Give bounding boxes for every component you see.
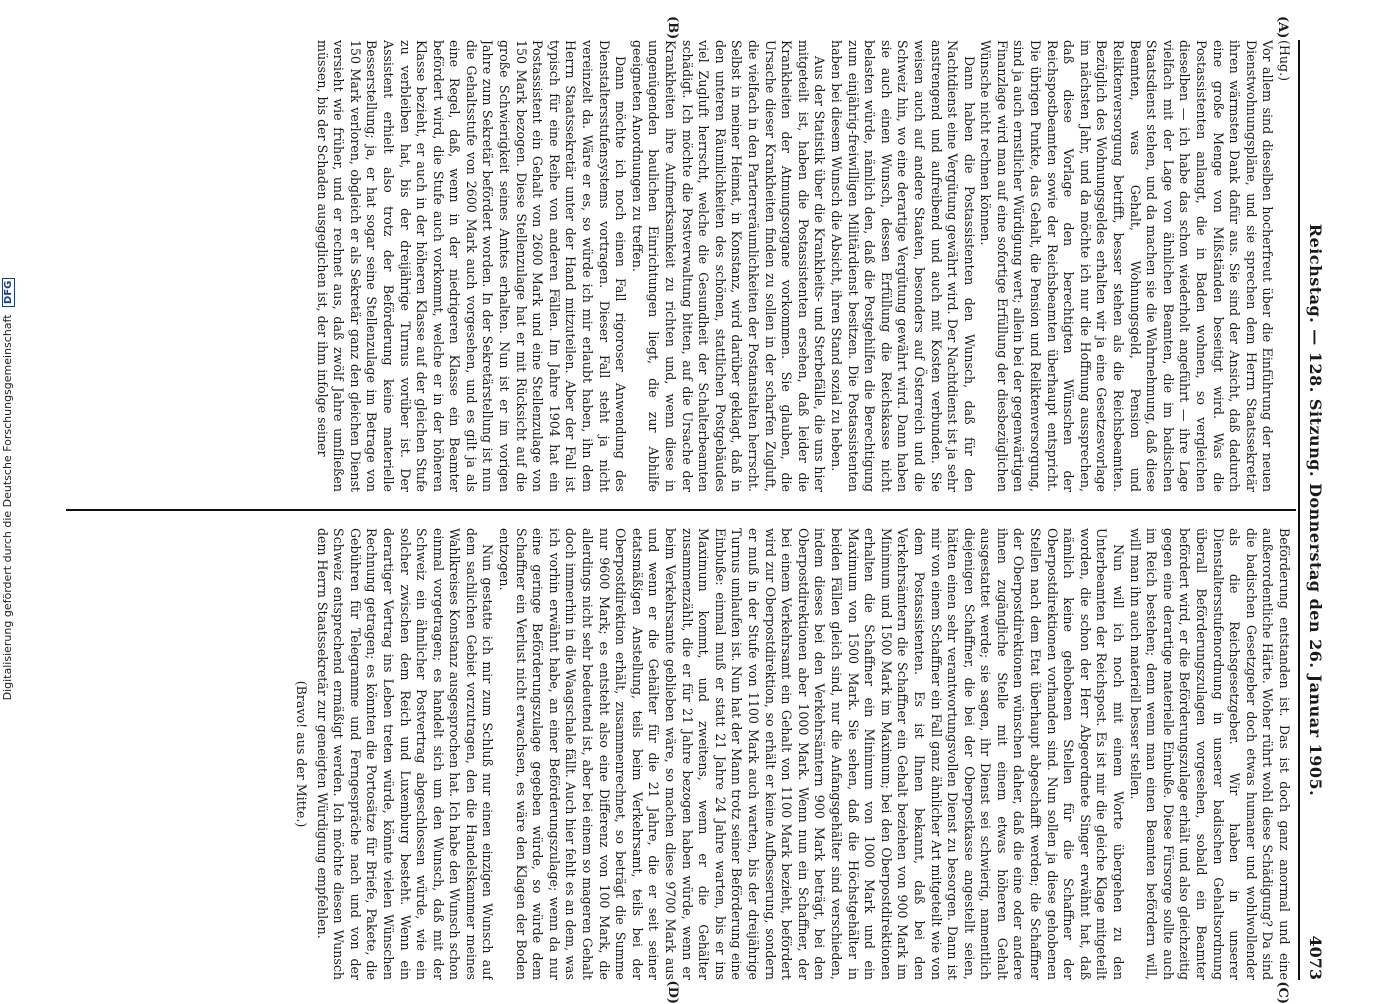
speaker-label: (Hug.) [1277, 40, 1292, 81]
dfg-logo: DFG [2, 278, 15, 307]
side-band [0, 0, 20, 1000]
paragraph: Beförderung entstanden ist. Das ist doch ganz anormal und eine außerordentliche Härte. Woher rührt wohl diese Schädigung? Da sind die badischen Gesetzgeber doch etwas humaner und wohlwollender als die Reichsgesetzgeber. Wir haben in unserer Dienstaltersstufenordnung in unserer badischen Gehaltsordnung überall Beförderungszulagen vorgesehen, sobald ein Beamter befördert wird, er die Beförderungszulage erhält und also gleichzeitig gegen eine derartige materielle Einbuße. Diese Fürsorge sollte auch im Reich bestehen; denn wenn man einen Beamten befördern will, will man ihn auch materiell besser stellen. [1127, 528, 1292, 980]
margin-mark-b: (B) [665, 16, 680, 40]
right-column [67, 528, 1292, 980]
page-header [1298, 40, 1330, 980]
margin-mark-a: (A) [1275, 16, 1290, 39]
page-number: 4073 [1306, 935, 1325, 980]
paragraph: Nun gestatte ich mir zum Schluß nur einen einzigen Wunsch auf dem sachlichen Gebiet vorzutragen, den die Handelskammer meines Wahlkreises Konstanz ausgesprochen hat. Ich habe den Wunsch schon einmal vorgetragen; es handelt sich um den Wunsch, daß mit der Schweiz ein ähnlicher Postvertrag abgeschlossen würde, wie ein solcher zwischen dem Reich und Luxemburg besteht. Wenn ein derartiger Vertrag ins Leben treten würde, könnte vielen Wünschen Rechnung getragen; es könnten die Portosätze für Briefe, Pakete, die Gebühren für Telegramme und Ferngespräche nach und von der Schweiz entsprechend ermäßigt werden. Ich möchte diesen Wunsch dem Herrn Staatssekretär zur geneigten Würdigung empfehlen. [314, 528, 496, 980]
paragraph: Aus der Statistik über die Krankheits- und Sterbefälle, die uns hier mitgeteilt ist, haben die Postassistenten ersehen, daß leider die Krankheiten der Atmungsorgane vorkommen. Sie glauben, die Ursache dieser Krankheiten finden zu sollen in der scharfen Zugluft, die vielfach in den Parterreräumlichkeiten der Postanstalten herrscht. Selbst in meiner Heimat, in Konstanz, wird darüber geklagt, daß in den unteren Räumlichkeiten des schönen, stattlichen Postgebäudes viel Zugluft herrscht, welche die Gesundheit der Schalterbeamten schädigt. Ich möchte die Postverwaltung bitten, auf die Ursache der Krankheiten ihre Aufmerksamkeit zu richten und, wenn diese in ungenügenden baulichen Einrichtungen liegt, die zur Abhilfe geeigneten Anordnungen zu treffen. [629, 40, 828, 492]
running-head: Reichstag. — 128. Sitzung. Donnerstag den 26. Januar 1905. [1306, 223, 1325, 797]
scanned-page-frame [60, 16, 1330, 1004]
paragraph: Dann möchte ich noch einen Fall rigoroser Anwendung des Dienstaltersstufensystems vortragen. Dieser Fall steht ja nicht vereinzelt da. Wäre er es, so würde ich mir erlaubt haben, ihn dem Herrn Staatssekretär unter der Hand mitzuteilen. Aber der Fall ist typisch für eine Reihe von anderen Fällen. Im Jahre 1904 hat ein Postassistent ein Gehalt von 2600 Mark und eine Stellenzulage von 150 Mark bezogen. Diese Stellenzulage hat er mit Rücksicht auf die große Schwierigkeit seines Amtes erhalten. Nun ist er im vorigen Jahre zum Sekretär befördert worden. In der Sekretärstellung ist nun die Gehaltsstufe von 2600 Mark auch vorgesehen, und es gilt ja als eine Regel, daß, wenn in der niedrigeren Klasse ein Beamter befördert wird, die Stufe auch vorkommt, welche er in der höheren Klasse bezieht, er auch in der höheren Klasse auf der gleichen Stufe zu verbleiben hat, bis der dreijährige Turnus vorüber ist. Der Assistent erhielt also trotz der Beförderung keine materielle Besserstellung; ja, er hat sogar seine Stellenzulage im Betrage von 150 Mark verloren, obgleich er als Sekretär ganz den gleichen Dienst versieht wie früher, und er rechnet aus, daß zwölf Jahre umfließen müssen, bis der Schaden ausgeglichen ist, der ihm infolge seiner [314, 40, 629, 492]
digitization-credit [1, 9, 19, 969]
column-divider [66, 509, 1296, 511]
paragraph: Dann haben die Postassistenten den Wunsch, daß für den Nachtdienst eine Vergütung gewährt wird. Der Nachtdienst ist ja sehr anstrengend und aufreibend und auch mit Kosten verbunden. Sie weisen auch auf andere Staaten, besonders auf Österreich und die Schweiz hin, wo eine derartige Vergütung gewährt wird. Dann haben sie auch einen Wunsch, dessen Erfüllung die Reichskasse nicht belasten würde, nämlich den, daß die Postgehilfen die Berechtigung zum einjährig-freiwilligen Militärdienst besitzen. Die Postassistenten haben bei diesem Wunsch die Absicht, ihren Stand sozial zu heben. [828, 40, 977, 492]
credit-text: Digitalisierung gefördert durch die Deutsche Forschungsgemeinschaft [1, 314, 14, 701]
applause-note: (Bravo! aus der Mitte.) [293, 680, 309, 828]
rotated-page [60, 16, 1330, 1004]
paragraph: Vor allem sind dieselben hocherfreut über die Einführung der neuen Dienstwohnungspläne, und sie sprechen dem Herrn Staatssekretär ihren wärmsten Dank dafür aus. Sie sind der Ansicht, daß dadurch eine große Menge von Mißständen beseitigt wird. Was die Postassistenten anlangt, die in Baden wohnen, so vergleichen dieselben — ich habe das schon wiederholt angeführt — ihre Lage vielfach mit der Lage von ähnlichen Beamten, die im badischen Staatsdienst stehen, und da machen sie die Wahrnehmung, daß diese Beamten, was Gehalt, Wohnungsgeld, Pension und Reliktenversorgung betrifft, besser stehen als die Reichsbeamten. Bezüglich des Wohnungsgeldes erhalten wir ja eine Gesetzesvorlage im nächsten Jahr, und da möchte ich nur die Hoffnung aussprechen, daß diese Vorlage den berechtigten Wünschen der Reichspostbeamten sowie der Reichsbeamten überhaupt entspricht. Die übrigen Punkte, das Gehalt, die Pension und Reliktenversorgung, sind ja auch ernstlicher Würdigung wert; allein bei der gegenwärtigen Finanzlage wird man auf eine sofortige Erfüllung der diesbezüglichen Wünsche nicht rechnen können. [978, 40, 1276, 492]
margin-mark-c: (C) [1275, 981, 1290, 1004]
margin-mark-d: (D) [665, 980, 680, 1004]
paragraph: Nun will ich noch mit einem Worte übergehen zu den Unterbeamten der Reichspost. Es ist mir die gleiche Klage mitgeteilt worden, die schon der Herr Abgeordnete Singer erwähnt hat, daß nämlich keine gehobenen Stellen für die Schaffner der Oberpostdirektionen vorhanden sind. Nun sollen ja diese gehobenen Stellen nach dem Etat überhaupt abgeschafft werden; die Schaffner der Oberpostdirektionen wünschen daher, daß die eine oder andere ihnen zugängliche Stelle mit einem etwas höheren Gehalt ausgestattet werde; sie sagen, ihr Dienst sei schwierig, namentlich diejenigen Schaffner, die bei der Oberpostkasse angestellt seien, hätten einen sehr verantwortungsvollen Dienst zu besorgen. Dann ist mir von einem Schaffner ein Fall ganz ähnlicher Art mitgeteilt wie von dem Postassistenten. Es ist Ihnen bekannt, daß bei den Verkehrsämtern die Schaffner ein Gehalt beziehen von 900 Mark im Minimum und 1500 Mark im Maximum; bei den Oberpostdirektionen erhalten die Schaffner ein Minimum von 1000 Mark und ein Maximum von 1500 Mark. Sie sehen, daß die Höchstgehälter in beiden Fällen gleich sind, nur die Anfangsgehälter sind verschieden, indem dieses bei den Verkehrsämtern 900 Mark beträgt, bei den Oberpostdirektionen aber 1000 Mark. Wenn nun ein Schaffner, der bei einem Verkehrsamt ein Gehalt von 1100 Mark bezieht, befördert wird zur Oberpostdirektion, so erhält er keine Aufbesserung, sondern er muß in der Stufe von 1100 Mark auch warten, bis der dreijährige Turnus umlaufen ist. Nun hat der Mann trotz seiner Beförderung eine Einbuße: einmal muß er statt 21 Jahre 24 Jahre warten, bis er ins Maximum kommt, und zweitens, wenn er die Gehälter zusammenzählt, die er für 21 Jahre bezogen haben würde, wenn er beim Verkehrsamte geblieben wäre, so machen diese 9700 Mark aus und wenn er die Gehälter für die 21 Jahre, die er seit seiner etatsmäßigen Anstellung, teils beim Verkehrsamt, teils bei der Oberpostdirektion erhält, zusammenrechnet, so beträgt die Summe nur 9600 Mark; es entsteht also eine Differenz von 100 Mark, die allerdings nicht sehr bedeutend ist, aber bei einem so mageren Gehalt doch immerhin in die Waagschale fällt. Auch hier fehlt es an dem, was ich vorhin erwähnt habe, an einer Beförderungszulage; wenn da nur eine geringe Beförderungszulage gegeben würde, so würde dem Schaffner ein Verlust nicht erwachsen, es wäre den Klagen der Boden entzogen. [497, 528, 1127, 980]
left-column [67, 40, 1292, 492]
